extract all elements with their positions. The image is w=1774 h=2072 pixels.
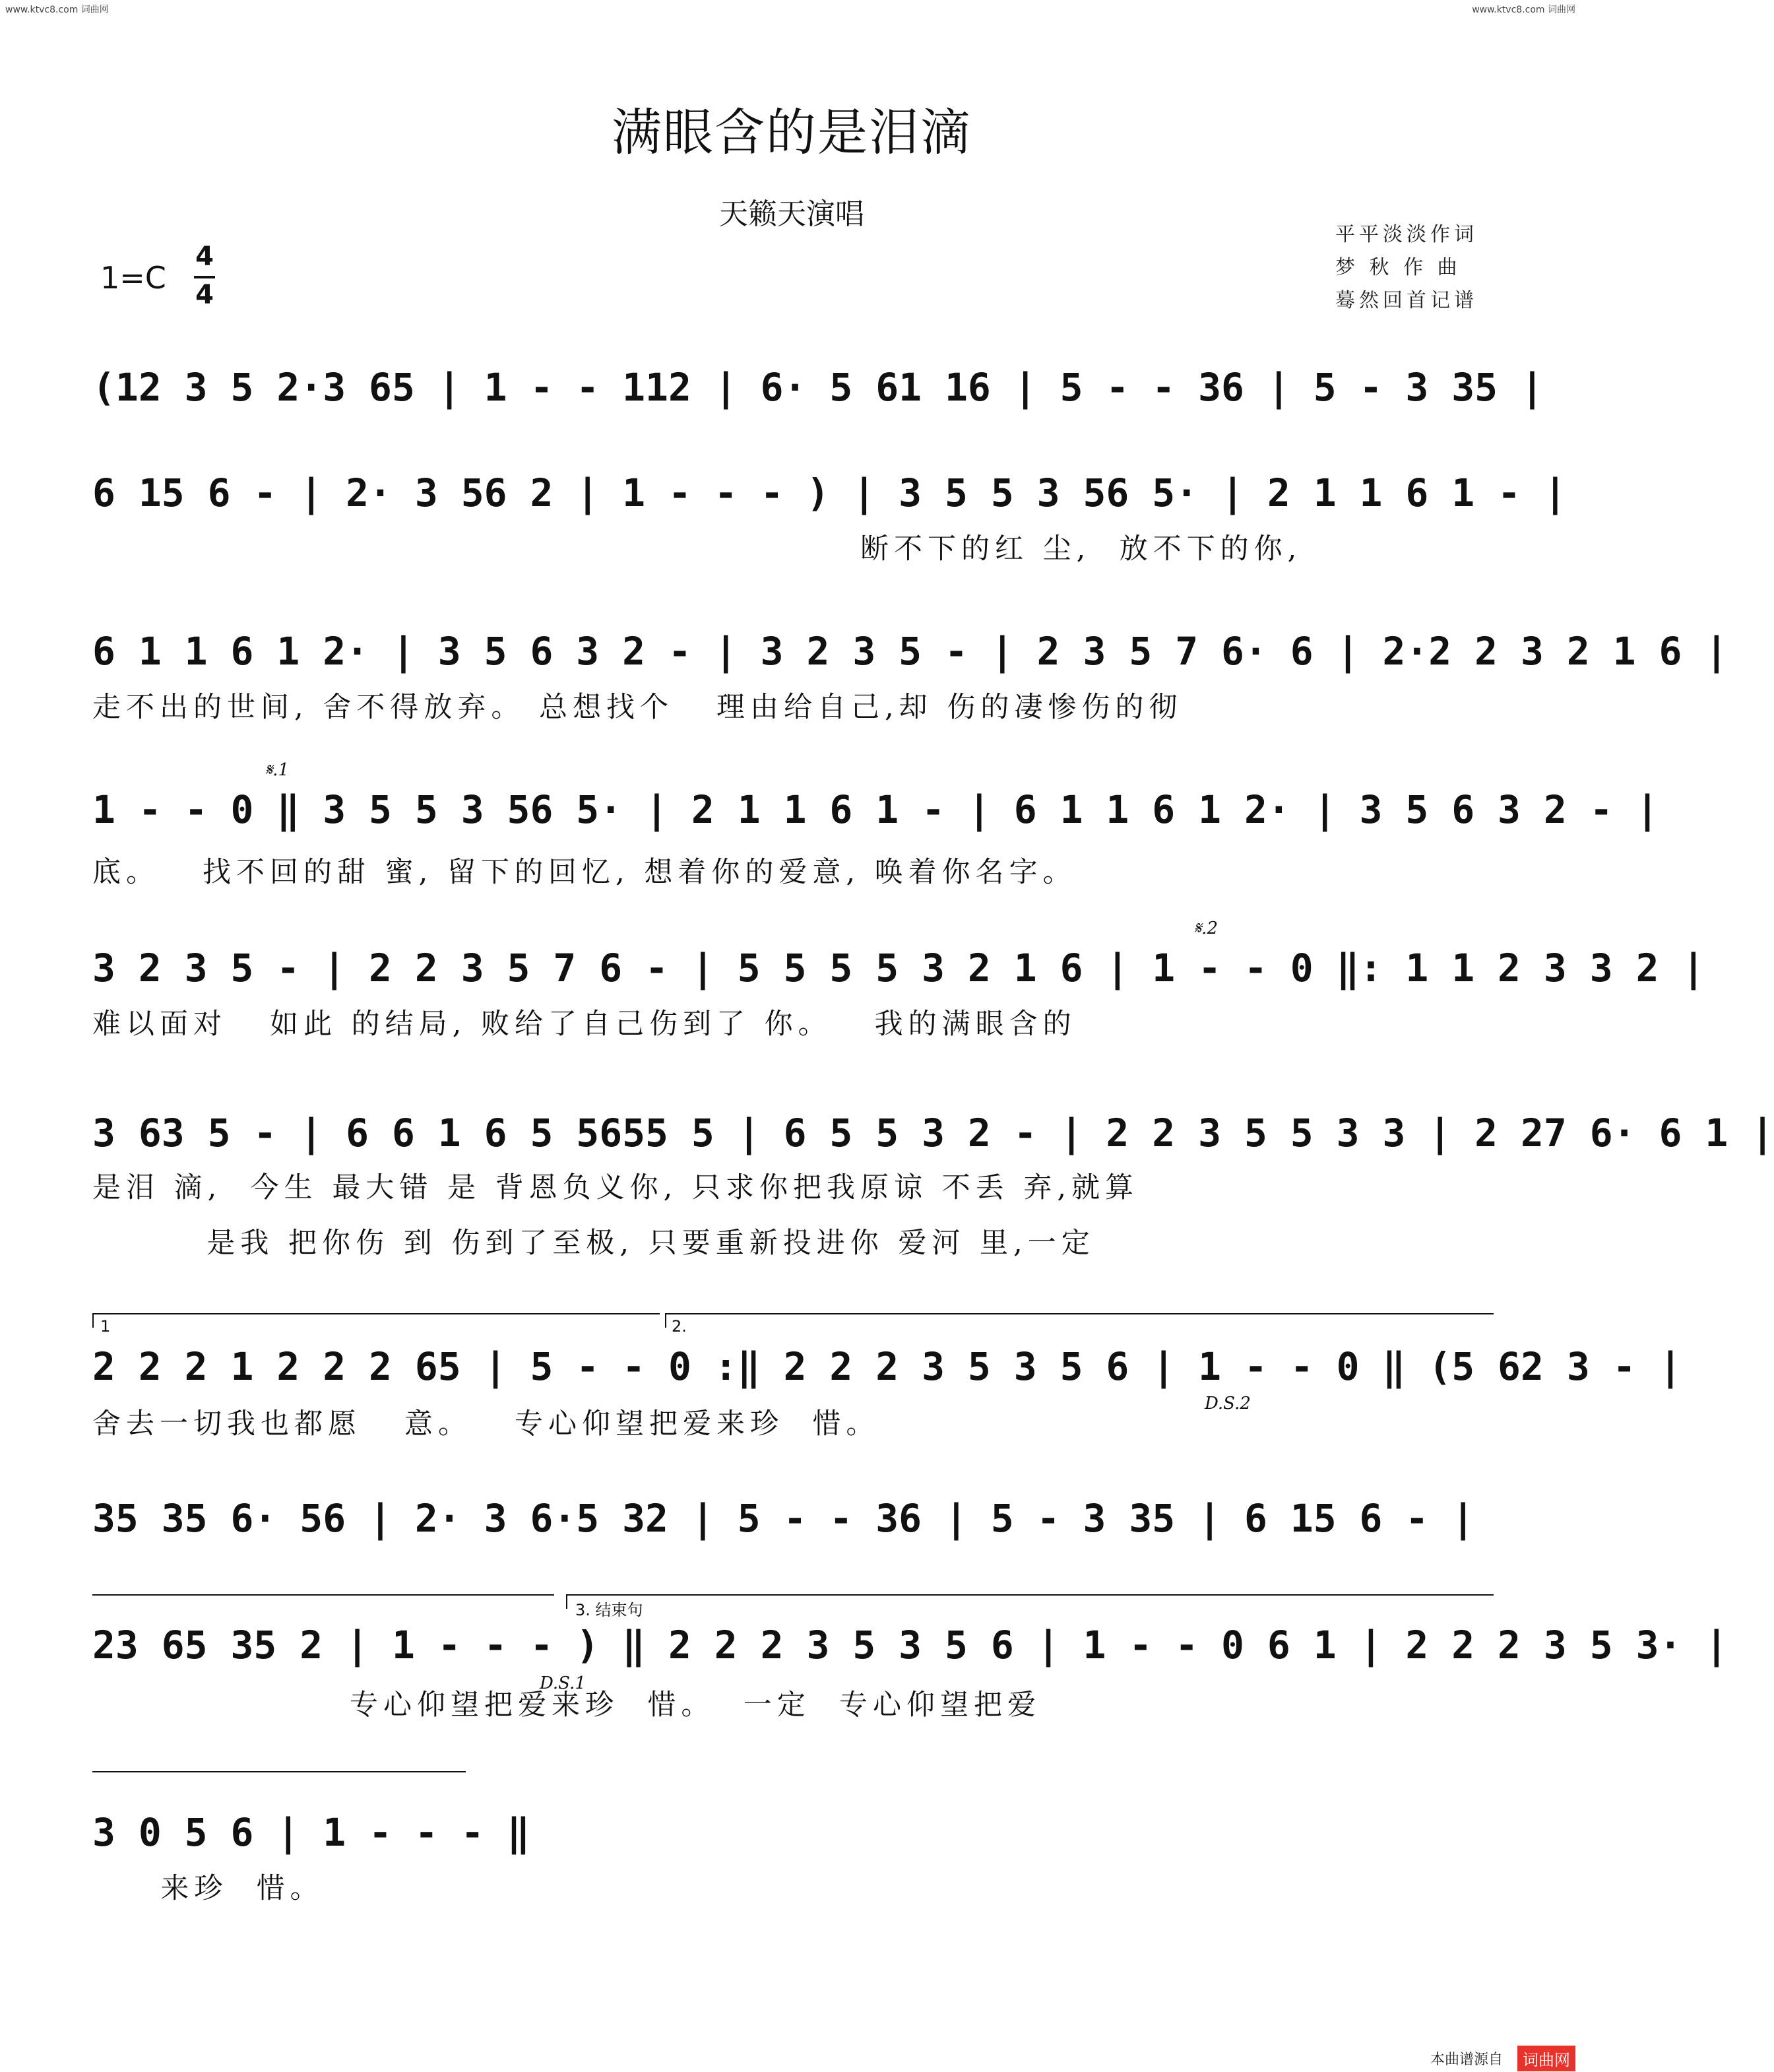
notation-system-3: 6 1 1 6 1 2· | 3 5 6 3 2 - | 3 2 3 5 - | 2 3 5 7 6· 6 | 2·2 2 3 2 1 6 | [92, 629, 1728, 674]
volta-2-tick [665, 1313, 666, 1328]
site-watermark-left: www.ktvc8.com 词曲网 [5, 5, 109, 15]
ds2-mark: D.S.2 [1205, 1394, 1251, 1413]
notation-system-7: 2 2 2 1 2 2 2 65 | 5 - - 0 :‖ 2 2 2 3 5 3 5 6 | 1 - - 0 ‖ (5 62 3 - | [92, 1344, 1682, 1389]
lyric-line-9: 专心仰望把爱来珍 惜。 一定 专心仰望把爱 [92, 1689, 1042, 1722]
credit-composer: 梦 秋 作 曲 [1335, 256, 1461, 279]
lyric-line-7: 舍去一切我也都愿 意。 专心仰望把爱来珍 惜。 [92, 1408, 880, 1441]
notation-system-2: 6 15 6 - | 2· 3 56 2 | 1 - - - ) | 3 5 5 3 56 5· | 2 1 1 6 1 - | [92, 470, 1567, 515]
lyric-line-3: 走不出的世间, 舍不得放弃。 总想找个 理由给自己,却 伤的凄惨伤的彻 [92, 691, 1183, 724]
credit-lyricist: 平平淡淡作词 [1335, 223, 1478, 246]
volta-1-tick [92, 1313, 94, 1328]
volta-3-tick [566, 1594, 567, 1609]
credit-transcriber: 蓦然回首记谱 [1335, 289, 1478, 312]
time-signature-line [194, 276, 215, 278]
notation-system-1: (12 3 5 2·3 65 | 1 - - 112 | 6· 5 61 16 | 5 - - 36 | 5 - 3 35 | [92, 365, 1544, 410]
lyric-line-2: 断不下的红 尘, 放不下的你, [860, 533, 1302, 566]
footer-source-text: 本曲谱源自 [1430, 2052, 1504, 2068]
volta-2-label: 2. [672, 1317, 687, 1336]
lyric-line-10: 来珍 惜。 [132, 1872, 324, 1905]
footer-brand-badge[interactable]: 词曲网 [1517, 2046, 1575, 2071]
lyric-line-6a: 是泪 滴, 今生 最大错 是 背恩负义你, 只求你把我原谅 不丢 弃,就算 [92, 1171, 1139, 1204]
notation-system-6: 3 63 5 - | 6 6 1 6 5 5655 5 | 6 5 5 3 2 - | 2 2 3 5 5 3 3 | 2 27 6· 6 1 | [92, 1111, 1774, 1155]
ds1-mark: D.S.1 [540, 1673, 586, 1693]
song-subtitle: 天籁天演唱 [719, 197, 864, 231]
system-9-top-rule [92, 1594, 554, 1596]
time-signature-bottom: 4 [195, 280, 214, 310]
volta-3-bracket [566, 1594, 1494, 1596]
notation-system-4: 1 - - 0 ‖ 3 5 5 3 56 5· | 2 1 1 6 1 - | 6 1 1 6 1 2· | 3 5 6 3 2 - | [92, 787, 1659, 832]
notation-system-5: 3 2 3 5 - | 2 2 3 5 7 6 - | 5 5 5 5 3 2 1 6 | 1 - - 0 ‖: 1 1 2 3 3 2 | [92, 946, 1705, 990]
notation-system-9: 23 65 35 2 | 1 - - - ) ‖ 2 2 2 3 5 3 5 6 | 1 - - 0 6 1 | 2 2 2 3 5 3· | [92, 1623, 1728, 1667]
key-signature: 1=C [100, 260, 166, 296]
volta-1-label: 1 [100, 1317, 111, 1336]
notation-system-10: 3 0 5 6 | 1 - - - ‖ [92, 1810, 530, 1855]
time-signature-top: 4 [195, 242, 214, 272]
site-watermark-right: www.ktvc8.com 词曲网 [1472, 5, 1575, 15]
lyric-line-6b: 是我 把你伤 到 伤到了至极, 只要重新投进你 爱河 里,一定 [92, 1227, 1095, 1260]
system-10-top-rule [92, 1771, 466, 1772]
volta-2-bracket [665, 1313, 1494, 1314]
segno-2-mark: 𝄋.2 [1194, 919, 1218, 938]
notation-system-8: 35 35 6· 56 | 2· 3 6·5 32 | 5 - - 36 | 5 - 3 35 | 6 15 6 - | [92, 1496, 1475, 1541]
song-title: 满眼含的是泪滴 [612, 103, 972, 162]
volta-1-bracket [92, 1313, 660, 1314]
lyric-line-4: 底。 找不回的甜 蜜, 留下的回忆, 想着你的爱意, 唤着你名字。 [92, 856, 1077, 889]
lyric-line-5: 难以面对 如此 的结局, 败给了自己伤到了 你。 我的满眼含的 [92, 1008, 1077, 1041]
segno-1-mark: 𝄋.1 [265, 760, 289, 780]
volta-3-label: 3. 结束句 [575, 1601, 643, 1619]
